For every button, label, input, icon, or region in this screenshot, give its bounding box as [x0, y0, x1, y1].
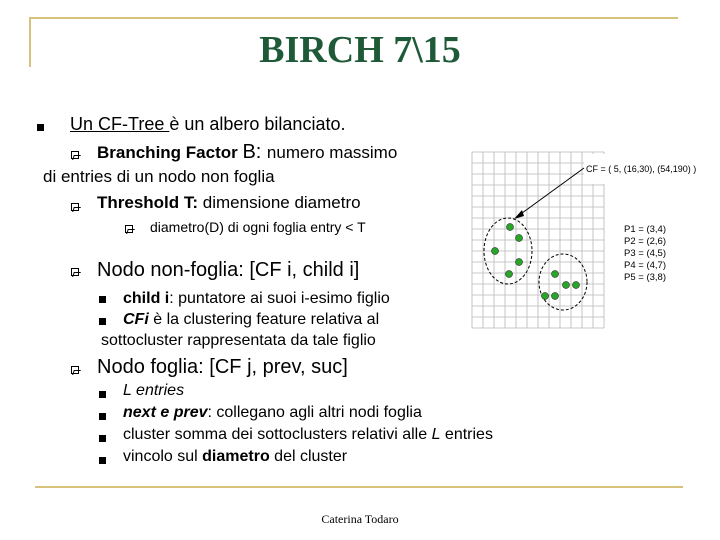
threshold-label: Threshold T:: [97, 193, 203, 212]
data-point: [573, 282, 580, 289]
next-prev-desc: : collegano agli altri nodi foglia: [207, 404, 422, 421]
cfi-label: CFi: [123, 311, 149, 328]
data-point: [552, 271, 559, 278]
child-line: [123, 290, 390, 308]
next-prev-line: [123, 404, 422, 422]
point-label: P5 = (3,8): [624, 272, 666, 283]
threshold-desc: dimensione diametro: [202, 193, 361, 212]
data-point: [506, 271, 513, 278]
branching-factor-desc: numero massimo: [266, 143, 398, 162]
cfi-desc: è la clustering feature relativa al: [148, 311, 380, 328]
frame-bottom-rule: [35, 486, 683, 488]
next-prev-label: next e prev: [123, 404, 208, 421]
threshold-line: [97, 193, 361, 213]
branching-factor-label: Branching Factor: [97, 143, 243, 162]
data-point: [492, 248, 499, 255]
data-point: [516, 259, 523, 266]
bullet-hollow-square: [125, 225, 133, 233]
bullet-square: [99, 457, 106, 464]
point-label: P1 = (3,4): [624, 224, 666, 235]
data-point: [552, 293, 559, 300]
cfi-line2: sottocluster rappresentata da tale figlio: [101, 332, 376, 349]
bullet-square: [99, 391, 106, 398]
footer-author: Caterina Todaro: [321, 512, 399, 526]
diameter-constraint-line: vincolo sul diametro del cluster: [123, 448, 348, 465]
bullet-square: [99, 318, 106, 325]
l-entries-line: L entries: [123, 382, 185, 399]
point-label: P4 = (4,7): [624, 260, 666, 271]
bullet-square: [37, 124, 44, 131]
bullet-hollow-square: [71, 151, 79, 159]
diameter-subline: diametro(D) di ogni foglia entry < T: [150, 219, 366, 235]
leaf-node-heading: Nodo foglia: [CF j, prev, suc]: [97, 356, 348, 378]
bullet-hollow-square: [71, 268, 79, 276]
bullet-hollow-square: [71, 366, 79, 374]
cf-tree-line: [70, 114, 345, 135]
child-desc: : puntatore ai suoi i-esimo figlio: [169, 290, 390, 307]
cf-label: CF = ( 5, (16,30), (54,190) ): [586, 164, 697, 174]
data-point: [507, 224, 514, 231]
bullet-square: [99, 296, 106, 303]
cf-grid-figure: [466, 150, 714, 330]
data-point: [516, 235, 523, 242]
cluster-sum-line: cluster somma dei sottoclusters relativi alle L entries: [123, 426, 493, 443]
cf-tree-underlined: Un CF-Tree: [70, 114, 170, 134]
data-point: [563, 282, 570, 289]
point-label: P2 = (2,6): [624, 236, 666, 247]
cfi-line: [123, 311, 379, 329]
bullet-square: [99, 413, 106, 420]
non-leaf-node-heading: Nodo non-foglia: [CF i, child i]: [97, 259, 360, 281]
branching-factor-symbol: B:: [242, 141, 267, 163]
branching-factor-line2: di entries di un nodo non foglia: [43, 167, 275, 186]
slide-title: BIRCH 7\15: [259, 29, 461, 71]
frame-top-rule: [30, 17, 678, 19]
data-point: [542, 293, 549, 300]
cf-tree-rest: è un albero bilanciato.: [169, 114, 346, 134]
bullet-hollow-square: [71, 203, 79, 211]
bullet-square: [99, 435, 106, 442]
point-label: P3 = (4,5): [624, 248, 666, 259]
branching-factor-line: [97, 141, 397, 164]
child-label: child i: [123, 290, 170, 307]
